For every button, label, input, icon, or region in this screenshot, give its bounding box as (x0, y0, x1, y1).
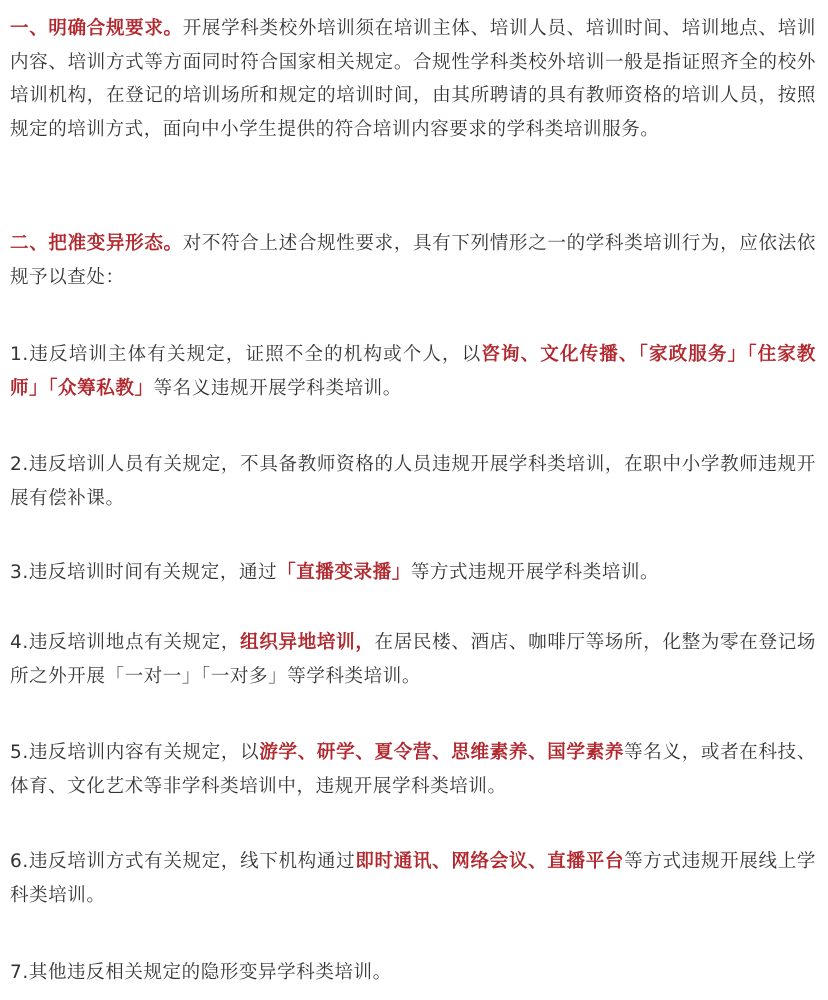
list-item-text: 1.违反培训主体有关规定，证照不全的机构或个人，以 (10, 344, 482, 365)
section-heading-two: 二、把准变异形态。 (10, 233, 183, 254)
list-item-5 (10, 736, 816, 803)
highlight-text: 咨询、文化传播、「家政服务」「住家教师」「众筹私教」 (10, 344, 816, 399)
list-item-text: 5.违反培训内容有关规定，以 (10, 742, 260, 763)
list-item-text: 3.违反培训时间有关规定，通过 (10, 562, 278, 583)
paragraph-variant-forms (10, 227, 816, 294)
highlight-text: 「直播变录播」 (277, 562, 411, 583)
list-item-text: 4.违反培训地点有关规定， (10, 632, 241, 653)
list-item-1 (10, 338, 816, 405)
paragraph-compliance-requirements (10, 12, 816, 146)
list-item-2 (10, 448, 816, 515)
list-item-6 (10, 845, 816, 912)
highlight-text: 游学、研学、夏令营、思维素养、国学素养 (259, 742, 625, 763)
list-item-7 (10, 956, 816, 990)
paragraph-text: 对不符合上述合规性要求，具有下列情形之一的学科类培训行为，应依法依规予以查处： (10, 233, 816, 288)
section-heading-one: 一、明确合规要求。 (10, 18, 183, 39)
list-item-4 (10, 626, 816, 693)
list-item-text: 等方式违规开展学科类培训。 (410, 562, 660, 583)
list-item-text: 2.违反培训人员有关规定，不具备教师资格的人员违规开展学科类培训，在职中小学教师违规开展有偿补课。 (10, 454, 816, 509)
list-item-3 (10, 556, 816, 590)
list-item-text: 等名义，或者在科技、体育、文化艺术等非学科类培训中，违规开展学科类培训。 (10, 742, 816, 797)
paragraph-text: 开展学科类校外培训须在培训主体、培训人员、培训时间、培训地点、培训内容、培训方式等方面同时符合国家相关规定。合规性学科类校外培训一般是指证照齐全的校外培训机构，在登记的培训场所和规定的培训时间，由其所聘请的具有教师资格的培训人员，按照规定的培训方式，面向中小学生提供的符合培训内容要求的学科类培训服务。 (10, 18, 816, 140)
highlight-text: 即时通讯、网络会议、直播平台 (355, 851, 625, 872)
list-item-text: 6.违反培训方式有关规定，线下机构通过 (10, 851, 356, 872)
list-item-text: 在居民楼、酒店、咖啡厅等场所，化整为零在登记场所之外开展「一对一」「一对多」等学科类培训。 (10, 632, 816, 687)
highlight-text: 组织异地培训， (240, 632, 375, 653)
list-item-text: 7.其他违反相关规定的隐形变异学科类培训。 (10, 962, 392, 983)
list-item-text: 等方式违规开展线上学科类培训。 (10, 851, 816, 906)
list-item-text: 等名义违规开展学科类培训。 (153, 377, 402, 399)
